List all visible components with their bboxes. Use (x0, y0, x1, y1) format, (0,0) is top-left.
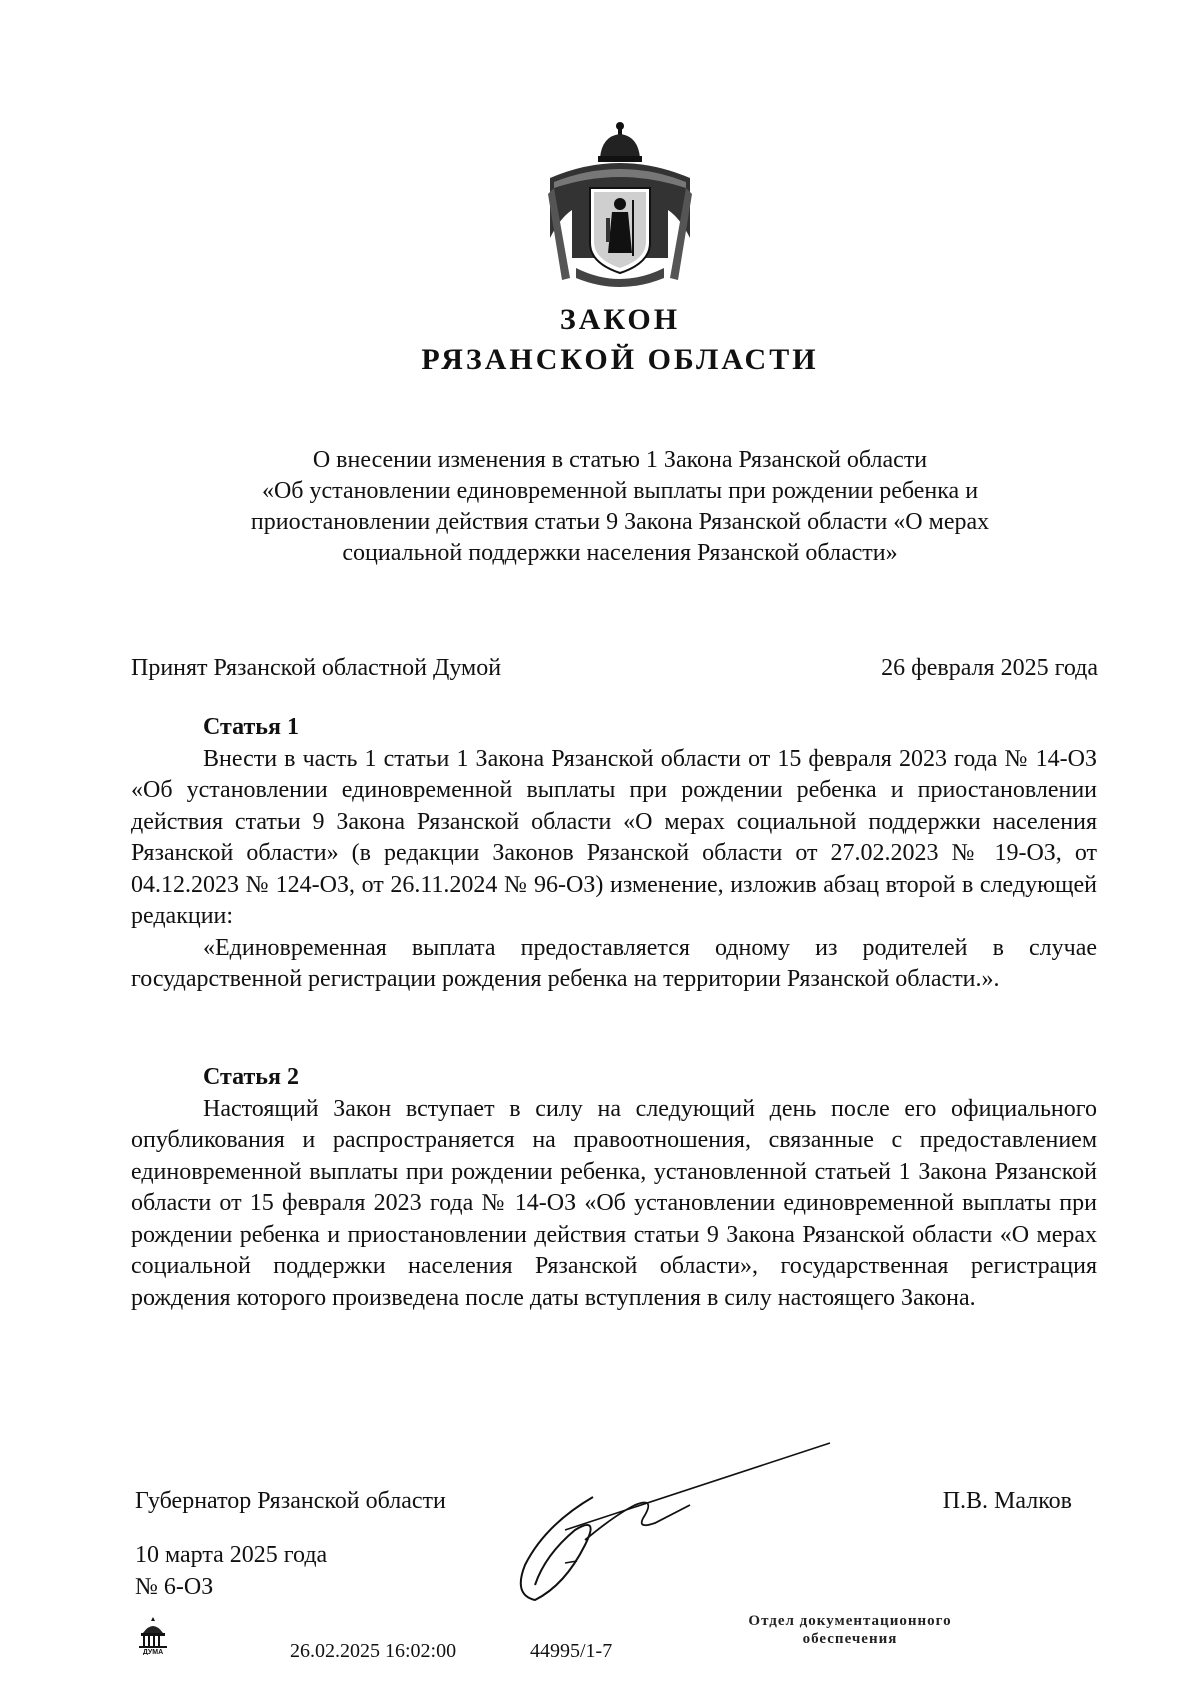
law-title-line1: ЗАКОН (559, 303, 681, 336)
stamp-line2: обеспечения (802, 1631, 898, 1647)
duma-logo-label: ДУМА (142, 1649, 164, 1655)
article-1-paragraph-2: «Единовременная выплата предоставляется одному из родителей в случае государственной регистрации рождения ребенка на территории Рязанской области.». (131, 934, 1097, 992)
article-2-paragraph-1: Настоящий Закон вступает в силу на следующий день после его официального опубликования и распространяется на правоотношения, связанные с предоставлением единовременной выплаты при рождении ребенка, установленной статьей 1 Закона Рязанской области от 15 февраля 2023 года № 14-ОЗ «Об установлении единовременной выплаты при рождении ребенка и приостановлении действия статьи 9 Закона Рязанской области «О мерах социальной поддержки населения Рязанской области», государственная регистрация рождения которого произведена после даты вступления в силу настоящего Закона. (131, 1095, 1097, 1311)
subject-line4: социальной поддержки населения Рязанской области» (342, 540, 898, 566)
subject-line1: О внесении изменения в статью 1 Закона Рязанской области (312, 447, 928, 473)
law-number: № 6-ОЗ (135, 1574, 214, 1600)
article-1 (131, 712, 1097, 996)
article-2-heading: Статья 2 (203, 1064, 299, 1090)
signing-date: 10 марта 2025 года (135, 1542, 328, 1568)
registration-date: 26.02.2025 16:02:00 (290, 1640, 457, 1662)
signatory-position: Губернатор Рязанской области (135, 1488, 446, 1514)
signatory-name: П.В. Малков (942, 1488, 1072, 1514)
registration-number: 44995/1-7 (530, 1640, 613, 1662)
adopted-date: 26 февраля 2025 года (881, 655, 1098, 681)
subject-line2: «Об установлении единовременной выплаты при рождении ребенка и (261, 478, 979, 504)
article-1-heading: Статья 1 (203, 714, 299, 740)
article-2 (131, 1062, 1097, 1314)
adopted-by: Принят Рязанской областной Думой (131, 655, 502, 681)
law-subject (160, 445, 1080, 569)
duma-building-icon (133, 1615, 173, 1655)
department-stamp (700, 1612, 1000, 1648)
coat-of-arms-icon (540, 118, 700, 288)
law-title (0, 300, 1200, 380)
law-title-line2: РЯЗАНСКОЙ ОБЛАСТИ (421, 343, 819, 376)
subject-line3: приостановлении действия статьи 9 Закона Рязанской области «О мерах (250, 509, 990, 535)
handwritten-signature (505, 1435, 835, 1610)
article-1-paragraph-1: Внести в часть 1 статьи 1 Закона Рязанской области от 15 февраля 2023 года № 14-ОЗ «Об установлении единовременной выплаты при рождении ребенка и приостановлении действия статьи 9 Закона Рязанской области «О мерах социальной поддержки населения Рязанской области» (в редакции Законов Рязанской области от 27.02.2023 № 19-ОЗ, от 04.12.2023 № 124-ОЗ, от 26.11.2024 № 96-ОЗ) изменение, изложив абзац второй в следующей редакции: (131, 745, 1097, 929)
stamp-line1: Отдел документационного (748, 1613, 952, 1629)
